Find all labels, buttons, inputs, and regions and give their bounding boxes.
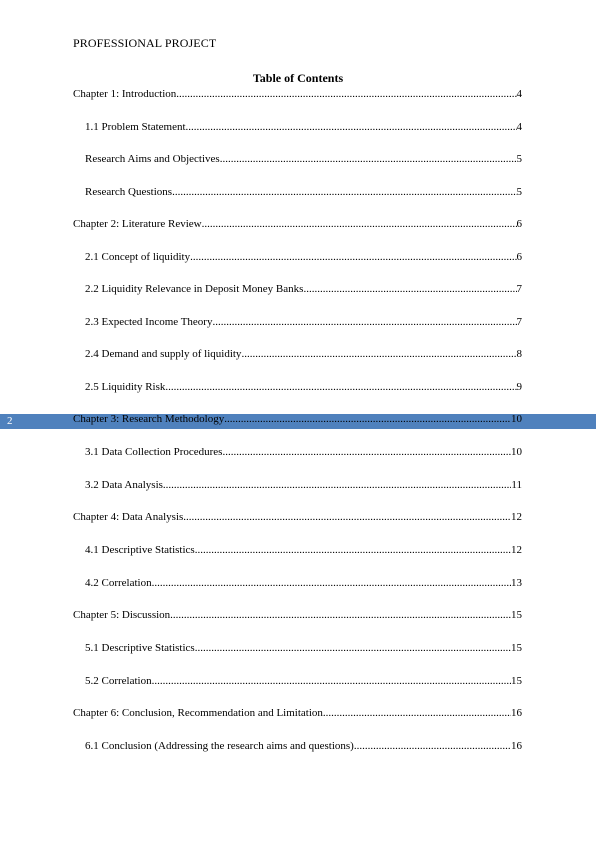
toc-entry-label: 2.2 Liquidity Relevance in Deposit Money Banks	[85, 283, 304, 295]
toc-entry-chapter-1[interactable]	[73, 88, 522, 104]
toc-entry-5-1[interactable]	[85, 642, 522, 658]
dot-leader	[195, 544, 511, 556]
toc-entry-label: 1.1 Problem Statement	[85, 121, 186, 133]
toc-entry-page: 16	[511, 707, 522, 719]
toc-entry-page: 16	[511, 740, 522, 752]
dot-leader	[224, 413, 511, 425]
toc-entry-label: Chapter 1: Introduction	[73, 88, 177, 100]
toc-entry-label: 2.4 Demand and supply of liquidity	[85, 348, 242, 360]
dot-leader	[190, 251, 516, 263]
toc-entry-page: 5	[516, 186, 522, 198]
toc-entry-2-4[interactable]	[85, 348, 522, 364]
page-number: 2	[7, 415, 13, 427]
toc-heading: Table of Contents	[252, 71, 344, 85]
toc-entry-page: 15	[511, 675, 522, 687]
toc-entry-4-1[interactable]	[85, 544, 522, 560]
dot-leader	[172, 186, 516, 198]
dot-leader	[152, 577, 511, 589]
toc-entry-page: 15	[511, 642, 522, 654]
dot-leader	[195, 642, 511, 654]
toc-entry-label: 4.1 Descriptive Statistics	[85, 544, 195, 556]
toc-entry-page: 6	[516, 251, 522, 263]
dot-leader	[176, 88, 516, 100]
toc-entry-page: 4	[516, 121, 522, 133]
toc-entry-page: 13	[511, 577, 522, 589]
toc-entry-label: 6.1 Conclusion (Addressing the research aims and questions)	[85, 740, 354, 752]
toc-entry-2-3[interactable]	[85, 316, 522, 332]
toc-entry-page: 9	[516, 381, 522, 393]
toc-entry-label: 3.2 Data Analysis	[85, 479, 163, 491]
toc-entry-page: 11	[511, 479, 522, 491]
dot-leader	[170, 609, 511, 621]
toc-entry-label: Chapter 2: Literature Review	[73, 218, 202, 230]
toc-entry-label: Chapter 3: Research Methodology	[73, 413, 225, 425]
dot-leader	[152, 675, 511, 687]
toc-entry-label: Chapter 6: Conclusion, Recommendation and Limitation	[73, 707, 323, 719]
dot-leader	[165, 381, 516, 393]
toc-entry-chapter-4[interactable]	[73, 511, 522, 527]
toc-entry-label: 5.1 Descriptive Statistics	[85, 642, 195, 654]
toc-entry-2-5[interactable]	[85, 381, 522, 397]
toc-entry-research-questions[interactable]	[85, 186, 522, 202]
toc-entry-research-aims[interactable]	[85, 153, 522, 169]
toc-entry-chapter-2[interactable]	[73, 218, 522, 234]
toc-entry-page: 10	[511, 446, 522, 458]
dot-leader	[212, 316, 516, 328]
dot-leader	[202, 218, 517, 230]
running-header: PROFESSIONAL PROJECT	[73, 36, 217, 50]
toc-entry-page: 5	[516, 153, 522, 165]
toc-entry-page: 8	[516, 348, 522, 360]
toc-entry-page: 4	[516, 88, 522, 100]
dot-leader	[241, 348, 516, 360]
toc-entry-6-1[interactable]	[85, 740, 522, 756]
toc-entry-label: 5.2 Correlation	[85, 675, 152, 687]
toc-entry-3-2[interactable]	[85, 479, 522, 495]
dot-leader	[303, 283, 516, 295]
toc-entry-label: Chapter 4: Data Analysis	[73, 511, 184, 523]
toc-entry-2-2[interactable]	[85, 283, 522, 299]
toc-entry-3-1[interactable]	[85, 446, 522, 462]
toc-entry-label: 2.5 Liquidity Risk	[85, 381, 166, 393]
toc-entry-page: 12	[511, 511, 522, 523]
toc-entry-chapter-6[interactable]	[73, 707, 522, 723]
toc-entry-label: Chapter 5: Discussion	[73, 609, 171, 621]
toc-entry-label: 4.2 Correlation	[85, 577, 152, 589]
toc-entry-chapter-5[interactable]	[73, 609, 522, 625]
toc-entry-page: 12	[511, 544, 522, 556]
toc-entry-2-1[interactable]	[85, 251, 522, 267]
dot-leader	[163, 479, 511, 491]
dot-leader	[323, 707, 511, 719]
toc-entry-4-2[interactable]	[85, 577, 522, 593]
toc-entry-label: 2.1 Concept of liquidity	[85, 251, 191, 263]
toc-entry-page: 10	[511, 413, 522, 425]
toc-entry-5-2[interactable]	[85, 675, 522, 691]
toc-entry-label: Research Aims and Objectives	[85, 153, 220, 165]
toc-entry-page: 15	[511, 609, 522, 621]
dot-leader	[220, 153, 517, 165]
toc-entry-page: 7	[516, 316, 522, 328]
dot-leader	[222, 446, 511, 458]
dot-leader	[354, 740, 511, 752]
toc-entry-page: 7	[516, 283, 522, 295]
dot-leader	[186, 121, 517, 133]
dot-leader	[183, 511, 511, 523]
toc-entry-chapter-3[interactable]	[73, 413, 522, 429]
toc-entry-1-1[interactable]	[85, 121, 522, 137]
toc-entry-label: Research Questions	[85, 186, 173, 198]
toc-entry-page: 6	[516, 218, 522, 230]
toc-entry-label: 3.1 Data Collection Procedures	[85, 446, 223, 458]
toc-entry-label: 2.3 Expected Income Theory	[85, 316, 213, 328]
